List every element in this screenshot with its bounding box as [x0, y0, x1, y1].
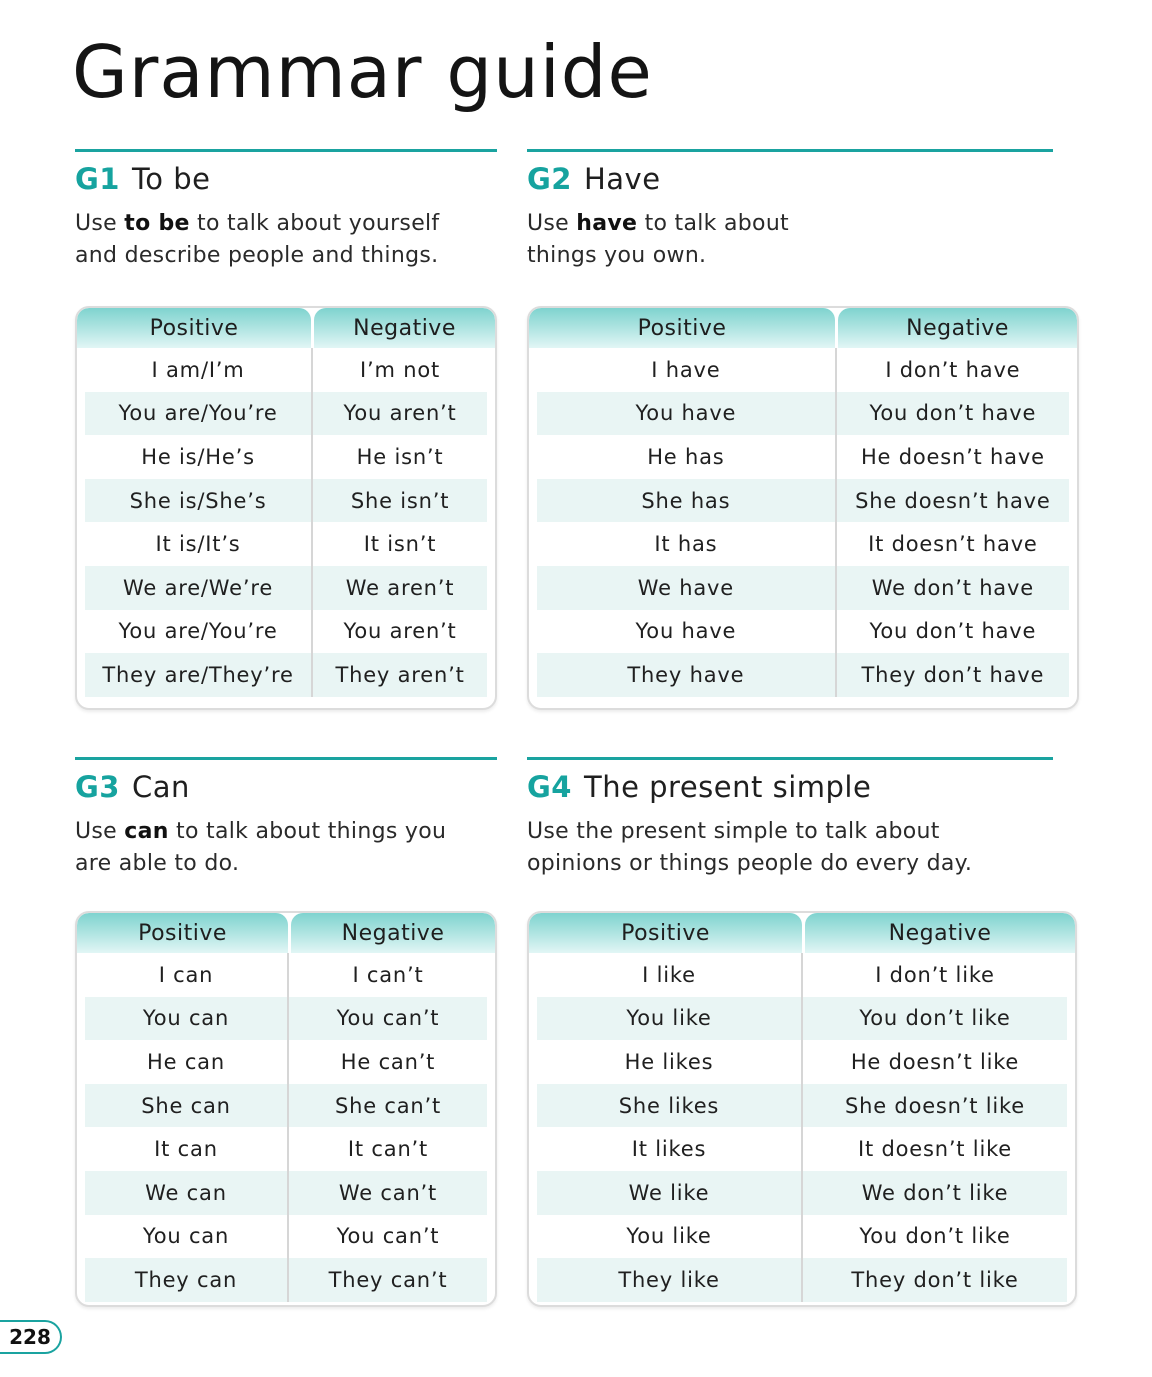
- cell-negative: It isn’t: [363, 532, 437, 557]
- column-header-negative: Negative: [805, 913, 1075, 953]
- table-header: [77, 308, 495, 348]
- page-title: Grammar guide: [72, 30, 653, 114]
- grammar-table-g2: [527, 306, 1079, 710]
- table-row: [537, 953, 1067, 997]
- desc-keyword: to be: [124, 211, 190, 236]
- section-title: The present simple: [583, 770, 872, 804]
- table-row: [537, 653, 1069, 697]
- cell-positive: I like: [537, 953, 803, 997]
- grammar-table-g3: [75, 911, 497, 1307]
- cell-positive: He is/He’s: [85, 435, 313, 479]
- table-body: [529, 348, 1077, 705]
- table-row: [85, 610, 487, 654]
- desc-text: to talk about things you are able to do.: [75, 819, 447, 876]
- grammar-table-g4: [527, 911, 1077, 1307]
- cell-positive: You can: [85, 997, 289, 1041]
- table-row: [537, 479, 1069, 523]
- section-description: [527, 816, 987, 886]
- cell-positive: They have: [537, 653, 837, 697]
- cell-positive: He has: [537, 435, 837, 479]
- table-row: [85, 997, 487, 1041]
- section-code: G1: [75, 162, 120, 196]
- cell-positive: It likes: [537, 1127, 803, 1171]
- cell-negative: They can’t: [328, 1267, 448, 1292]
- section-heading: [527, 770, 1053, 804]
- desc-keyword: can: [124, 819, 169, 844]
- table-row: [85, 1171, 487, 1215]
- cell-positive: We have: [537, 566, 837, 610]
- cell-positive: You have: [537, 392, 837, 436]
- cell-negative: You don’t have: [869, 619, 1037, 644]
- cell-negative: You can’t: [336, 1224, 440, 1249]
- cell-positive: They can: [85, 1258, 289, 1302]
- cell-positive: You are/You’re: [85, 610, 313, 654]
- table-row: [85, 566, 487, 610]
- table-row: [85, 1127, 487, 1171]
- section-g4: [527, 757, 1053, 886]
- section-description: [527, 208, 857, 278]
- cell-negative: I can’t: [352, 962, 424, 987]
- table-row: [85, 479, 487, 523]
- cell-negative: It doesn’t have: [868, 532, 1038, 557]
- column-header-negative: Negative: [838, 308, 1077, 348]
- table-row: [537, 435, 1069, 479]
- table-row: [537, 1040, 1067, 1084]
- section-code: G3: [75, 770, 120, 804]
- cell-positive: She has: [537, 479, 837, 523]
- column-header-positive: Positive: [529, 308, 835, 348]
- section-title: To be: [131, 162, 211, 196]
- table-row: [537, 1171, 1067, 1215]
- table-row: [537, 610, 1069, 654]
- table-row: [85, 522, 487, 566]
- column-header-negative: Negative: [314, 308, 495, 348]
- desc-text: to talk about things you own.: [527, 211, 789, 268]
- cell-negative: It doesn’t like: [857, 1137, 1013, 1162]
- desc-text: to talk about yourself and describe people and things.: [75, 211, 440, 268]
- cell-negative: I don’t have: [885, 357, 1021, 382]
- cell-positive: She is/She’s: [85, 479, 313, 523]
- section-g1: [75, 149, 497, 278]
- cell-negative: I’m not: [360, 357, 441, 382]
- cell-positive: You like: [537, 1215, 803, 1259]
- table-row: [85, 1040, 487, 1084]
- cell-negative: It can’t: [347, 1137, 429, 1162]
- cell-positive: You like: [537, 997, 803, 1041]
- table-header: [77, 913, 495, 953]
- cell-positive: You can: [85, 1215, 289, 1259]
- table-row: [85, 653, 487, 697]
- cell-positive: She likes: [537, 1084, 803, 1128]
- cell-negative: We can’t: [338, 1180, 438, 1205]
- column-header-positive: Positive: [77, 308, 311, 348]
- table-row: [537, 1084, 1067, 1128]
- page-number: 228: [0, 1320, 62, 1354]
- cell-positive: You have: [537, 610, 837, 654]
- table-row: [537, 566, 1069, 610]
- section-description: [75, 816, 465, 886]
- table-row: [537, 997, 1067, 1041]
- section-divider: [75, 149, 497, 152]
- section-divider: [75, 757, 497, 760]
- cell-negative: He isn’t: [356, 444, 444, 469]
- desc-text: Use: [75, 211, 125, 236]
- cell-positive: I have: [537, 348, 837, 392]
- cell-negative: We don’t have: [871, 575, 1034, 600]
- section-description: [75, 208, 465, 278]
- cell-negative: She can’t: [334, 1093, 442, 1118]
- section-code: G2: [527, 162, 572, 196]
- section-g2: [527, 149, 1053, 278]
- cell-negative: We don’t like: [861, 1180, 1009, 1205]
- cell-negative: You can’t: [336, 1006, 440, 1031]
- desc-text: Use: [75, 819, 125, 844]
- section-title: Have: [583, 162, 661, 196]
- cell-positive: You are/You’re: [85, 392, 313, 436]
- cell-negative: You aren’t: [343, 619, 457, 644]
- table-body: [77, 953, 495, 1307]
- table-row: [537, 522, 1069, 566]
- section-code: G4: [527, 770, 572, 804]
- desc-keyword: have: [576, 211, 638, 236]
- cell-negative: I don’t like: [875, 962, 995, 987]
- cell-positive: It is/It’s: [85, 522, 313, 566]
- cell-positive: They are/They’re: [85, 653, 313, 697]
- cell-negative: She doesn’t like: [845, 1093, 1025, 1118]
- cell-negative: She doesn’t have: [855, 488, 1051, 513]
- cell-negative: You don’t have: [869, 401, 1037, 426]
- cell-negative: They don’t like: [851, 1267, 1019, 1292]
- table-row: [537, 392, 1069, 436]
- desc-text: Use the present simple to talk about opinions or things people do every day.: [527, 819, 973, 876]
- desc-text: Use: [527, 211, 577, 236]
- table-header: [529, 308, 1077, 348]
- table-body: [529, 953, 1075, 1307]
- cell-negative: You don’t like: [859, 1224, 1011, 1249]
- section-heading: [75, 162, 497, 196]
- table-body: [77, 348, 495, 705]
- cell-positive: I can: [85, 953, 289, 997]
- table-row: [85, 1258, 487, 1302]
- cell-negative: You aren’t: [343, 401, 457, 426]
- table-row: [537, 348, 1069, 392]
- table-row: [537, 1258, 1067, 1302]
- cell-positive: He can: [85, 1040, 289, 1084]
- cell-negative: He can’t: [340, 1049, 436, 1074]
- cell-positive: He likes: [537, 1040, 803, 1084]
- cell-negative: He doesn’t like: [850, 1049, 1020, 1074]
- table-row: [85, 953, 487, 997]
- column-header-negative: Negative: [291, 913, 495, 953]
- section-g3: [75, 757, 497, 886]
- column-header-positive: Positive: [529, 913, 802, 953]
- table-row: [85, 435, 487, 479]
- cell-positive: She can: [85, 1084, 289, 1128]
- cell-positive: It has: [537, 522, 837, 566]
- cell-negative: We aren’t: [345, 575, 455, 600]
- table-header: [529, 913, 1075, 953]
- section-heading: [75, 770, 497, 804]
- table-row: [85, 1084, 487, 1128]
- cell-positive: I am/I’m: [85, 348, 313, 392]
- cell-negative: They don’t have: [861, 662, 1045, 687]
- section-divider: [527, 757, 1053, 760]
- cell-positive: It can: [85, 1127, 289, 1171]
- grammar-table-g1: [75, 306, 497, 710]
- cell-negative: They aren’t: [335, 662, 465, 687]
- cell-negative: You don’t like: [859, 1006, 1011, 1031]
- cell-negative: She isn’t: [350, 488, 450, 513]
- cell-positive: We are/We’re: [85, 566, 313, 610]
- table-row: [85, 392, 487, 436]
- cell-positive: They like: [537, 1258, 803, 1302]
- table-row: [85, 1215, 487, 1259]
- table-row: [85, 348, 487, 392]
- cell-positive: We like: [537, 1171, 803, 1215]
- cell-positive: We can: [85, 1171, 289, 1215]
- table-row: [537, 1215, 1067, 1259]
- cell-negative: He doesn’t have: [860, 444, 1045, 469]
- section-divider: [527, 149, 1053, 152]
- column-header-positive: Positive: [77, 913, 288, 953]
- section-title: Can: [131, 770, 190, 804]
- table-row: [537, 1127, 1067, 1171]
- section-heading: [527, 162, 1053, 196]
